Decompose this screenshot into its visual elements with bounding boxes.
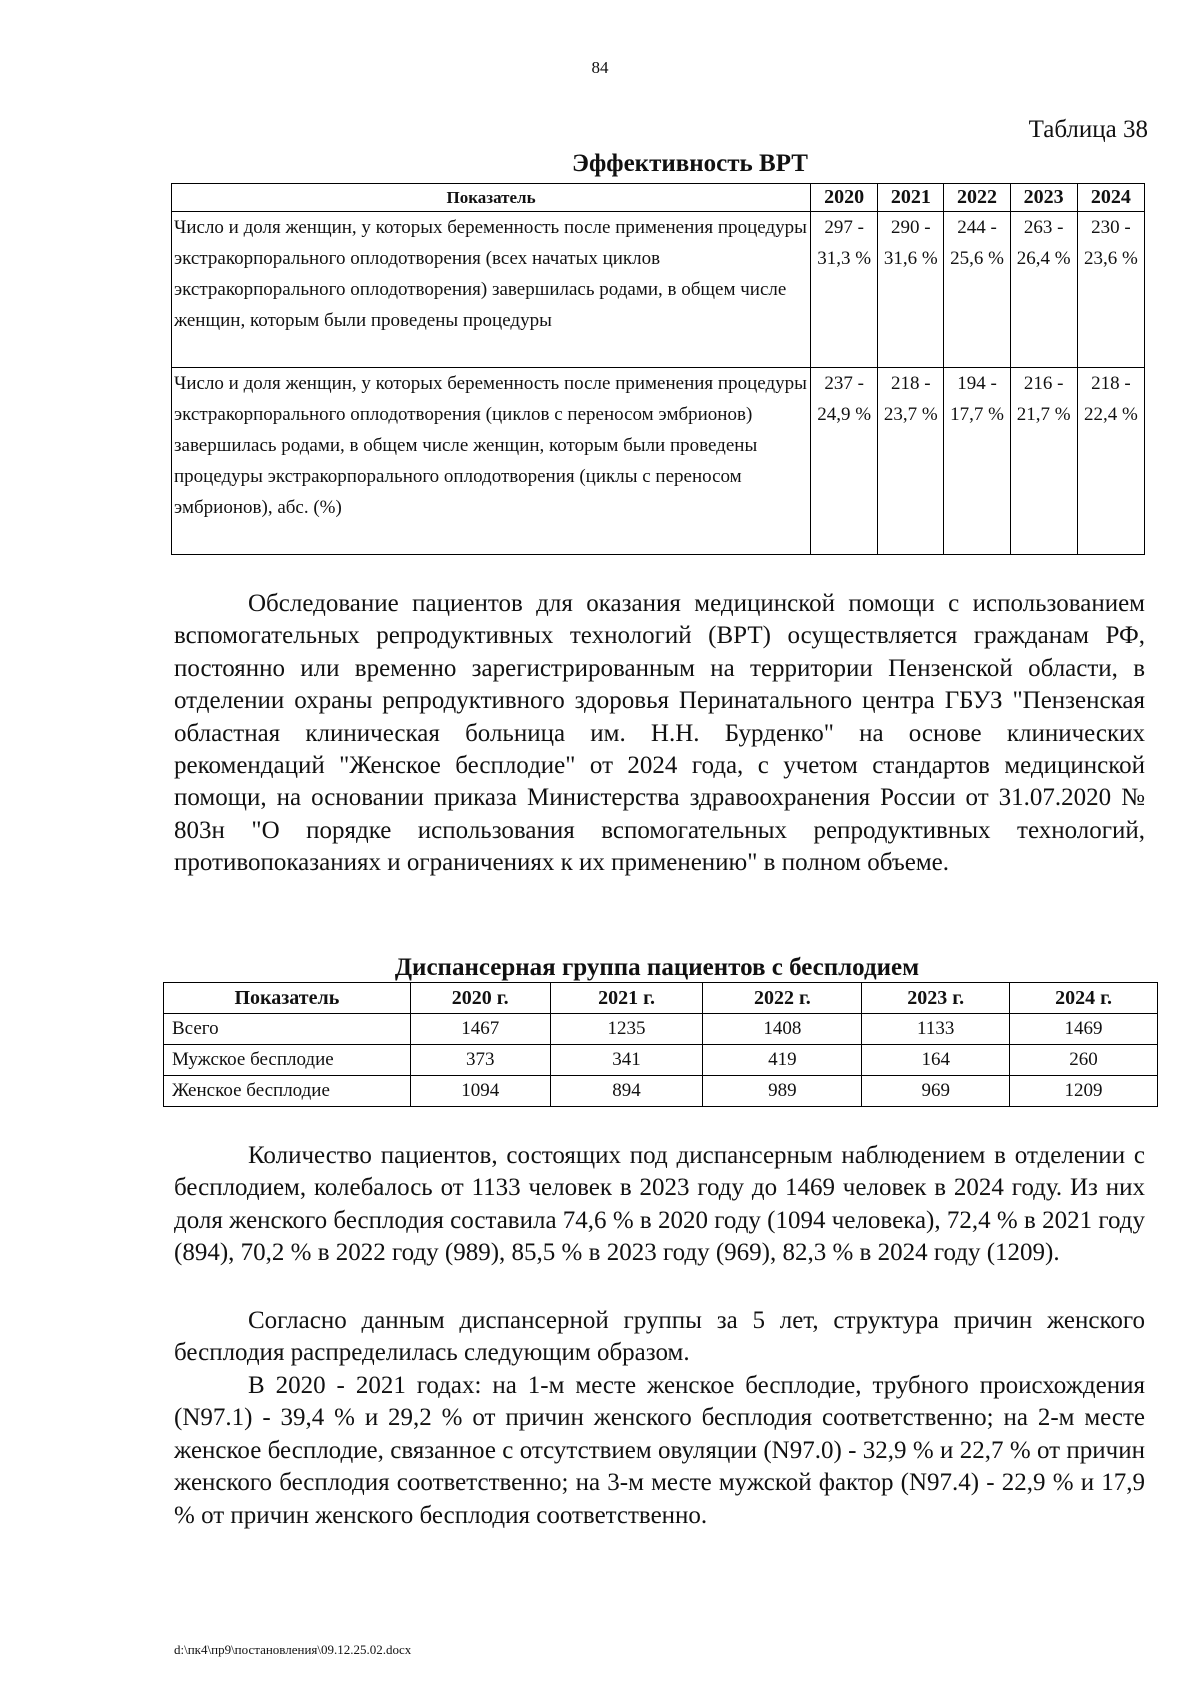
value-cell: 244 - 25,6 % — [944, 212, 1010, 368]
body-paragraph: Обследование пациентов для оказания медицинской помощи с использованием вспомогательных репродуктивных технологий (ВРТ) осуществляется гражданам РФ, постоянно или временно зарегистрированным на территории Пензенской области, в отделении охраны репродуктивного здоровья Перинатального центра ГБУЗ "Пензенская областная клиническая больница им. Н.Н. Бурденко" на основе клинических рекомендаций "Женское бесплодие" от 2024 года, с учетом стандартов медицинской помощи, на основании приказа Министерства здравоохранения России от 31.07.2020 № 803н "О порядке использования вспомогательных репродуктивных технологий, противопоказаниях и ограничениях к их применению" в полном объеме. — [174, 590, 1145, 877]
table-row — [164, 1014, 1158, 1045]
value-cell: 194 - 17,7 % — [944, 368, 1010, 555]
row-label: Мужское бесплодие — [164, 1045, 411, 1076]
value-cell: 1469 — [1010, 1014, 1158, 1045]
table-title: Эффективность ВРТ — [572, 150, 808, 177]
section-title: Диспансерная группа пациентов с бесплодием — [394, 954, 920, 981]
value-cell: 297 - 31,3 % — [811, 212, 878, 368]
indicator-cell: Число и доля женщин, у которых беременность после применения процедуры экстракорпорального оплодотворения (циклов с переносом эмбрионов) завершилась родами, в общем числе женщин, которым были проведены процедуры экстракорпорального оплодотворения (циклы с переносом эмбрионов), абс. (%) — [172, 368, 811, 555]
value-cell: 1133 — [862, 1014, 1010, 1045]
value-cell: 969 — [862, 1076, 1010, 1107]
table-header-row — [172, 184, 1145, 212]
value-cell: 237 - 24,9 % — [811, 368, 878, 555]
value-cell: 230 - 23,6 % — [1077, 212, 1144, 368]
body-paragraph: Количество пациентов, состоящих под диспансерным наблюдением в отделении с бесплодием, колебалось от 1133 человек в 2023 году до 1469 человек в 2024 году. Из них доля женского бесплодия составила 74,6 % в 2020 году (1094 человека), 72,4 % в 2021 году (894), 70,2 % в 2022 году (989), 85,5 % в 2023 году (969), 82,3 % в 2024 году (1209). — [174, 1142, 1145, 1267]
column-header: 2023 — [1010, 184, 1077, 212]
column-header: 2023 г. — [862, 983, 1010, 1014]
row-label: Женское бесплодие — [164, 1076, 411, 1107]
table-label: Таблица 38 — [1028, 116, 1148, 143]
column-header: 2022 — [944, 184, 1010, 212]
value-cell: 1467 — [410, 1014, 550, 1045]
column-header: 2021 г. — [550, 983, 703, 1014]
art-effectiveness-table — [171, 183, 1145, 555]
value-cell: 290 - 31,6 % — [878, 212, 944, 368]
column-header: Показатель — [172, 184, 811, 212]
column-header: 2021 — [878, 184, 944, 212]
value-cell: 263 - 26,4 % — [1010, 212, 1077, 368]
value-cell: 373 — [410, 1045, 550, 1076]
value-cell: 894 — [550, 1076, 703, 1107]
body-paragraph: В 2020 - 2021 годах: на 1-м месте женское бесплодие, трубного происхождения (N97.1) - 39,4 % и 29,2 % от причин женского бесплодия соответственно; на 2-м месте женское бесплодие, связанное с отсутствием овуляции (N97.0) - 32,9 % и 22,7 % от причин женского бесплодия соответственно; на 3-м месте мужской фактор (N97.4) - 22,9 % и 17,9 % от причин женского бесплодия соответственно. — [174, 1372, 1145, 1529]
value-cell: 218 - 23,7 % — [878, 368, 944, 555]
dispensary-group-table — [163, 982, 1158, 1107]
value-cell: 216 - 21,7 % — [1010, 368, 1077, 555]
row-label: Всего — [164, 1014, 411, 1045]
value-cell: 164 — [862, 1045, 1010, 1076]
page-number: 84 — [591, 58, 609, 77]
value-cell: 1209 — [1010, 1076, 1158, 1107]
column-header: 2020 г. — [410, 983, 550, 1014]
value-cell: 1408 — [703, 1014, 862, 1045]
column-header: 2024 — [1077, 184, 1144, 212]
column-header: 2024 г. — [1010, 983, 1158, 1014]
value-cell: 341 — [550, 1045, 703, 1076]
value-cell: 1094 — [410, 1076, 550, 1107]
table-row — [164, 1045, 1158, 1076]
footer-file-path: d:\пк4\пр9\постановления\09.12.25.02.docx — [174, 1642, 412, 1657]
value-cell: 989 — [703, 1076, 862, 1107]
table-header-row — [164, 983, 1158, 1014]
column-header: 2020 — [811, 184, 878, 212]
table-row — [172, 212, 1145, 368]
value-cell: 419 — [703, 1045, 862, 1076]
value-cell: 1235 — [550, 1014, 703, 1045]
value-cell: 218 - 22,4 % — [1077, 368, 1144, 555]
indicator-cell: Число и доля женщин, у которых беременность после применения процедуры экстракорпорального оплодотворения (всех начатых циклов экстракорпорального оплодотворения) завершилась родами, в общем числе женщин, которым были проведены процедуры — [172, 212, 811, 368]
column-header: 2022 г. — [703, 983, 862, 1014]
body-paragraph: Согласно данным диспансерной группы за 5 лет, структура причин женского бесплодия распределилась следующим образом. — [174, 1307, 1145, 1367]
column-header: Показатель — [164, 983, 411, 1014]
table-row — [172, 368, 1145, 555]
value-cell: 260 — [1010, 1045, 1158, 1076]
table-row — [164, 1076, 1158, 1107]
